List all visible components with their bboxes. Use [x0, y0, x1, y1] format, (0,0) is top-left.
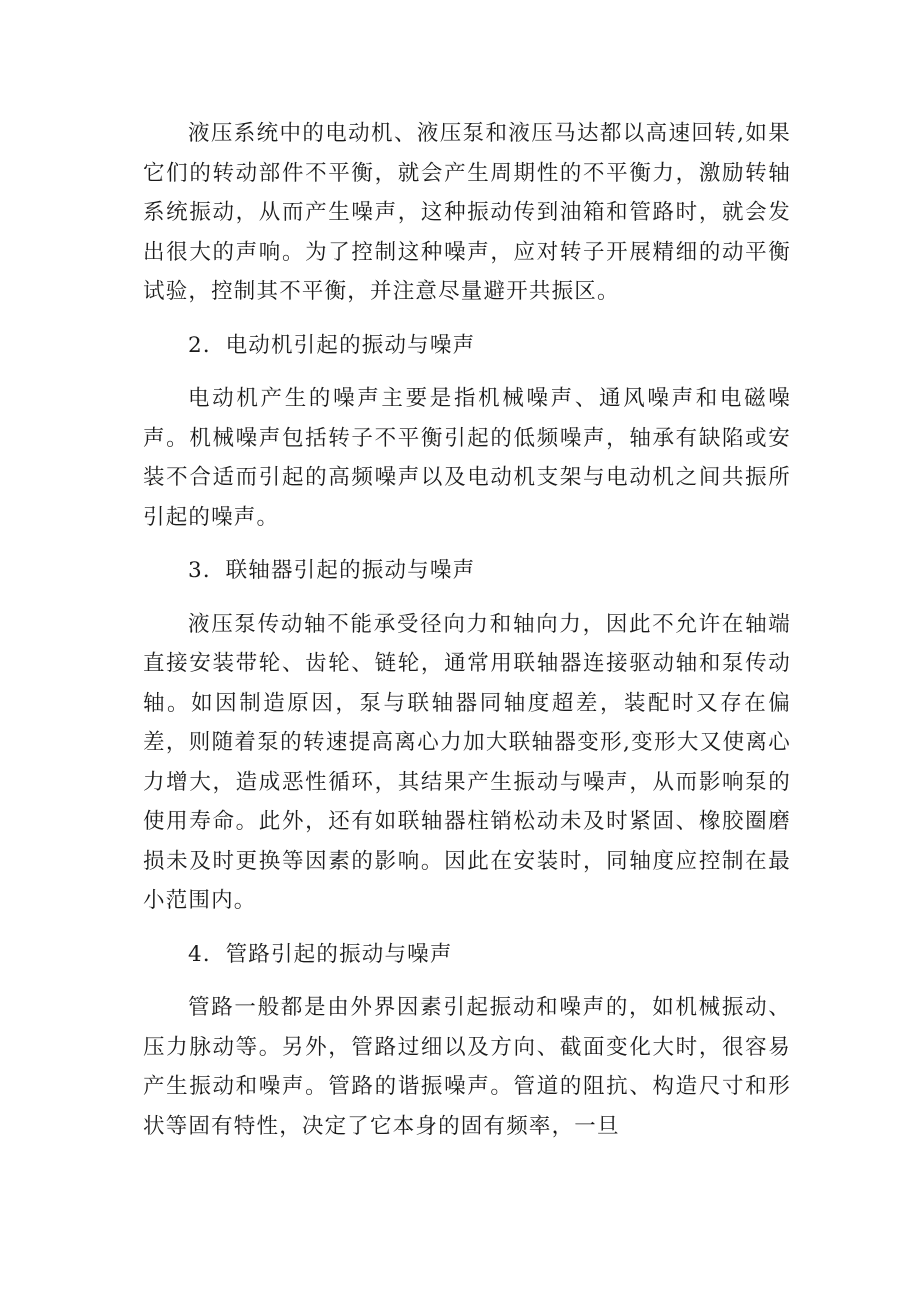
section-heading-pipeline: 4．管路引起的振动与噪声: [188, 941, 453, 967]
section-heading-coupling: 3．联轴器引起的振动与噪声: [188, 558, 476, 583]
section-heading-motor: 2．电动机引起的振动与噪声: [188, 332, 476, 358]
document-page: [143, 114, 791, 1160]
paragraph-motor-noise: 电动机产生的噪声主要是指机械噪声、通风噪声和电磁噪声。机械噪声包括转子不平衡引起的低频噪声，轴承有缺陷或安装不合适而引起的高频噪声以及电动机支架与电动机之间共振所引起的噪声。: [143, 386, 791, 530]
paragraph-pipeline-noise: 管路一般都是由外界因素引起振动和噪声的，如机械振动、压力脉动等。另外，管路过细以及方向、截面变化大时，很容易产生振动和噪声。管路的谐振噪声。管道的阻抗、构造尺寸和形状等固有特性，决定了它本身的固有频率，一旦: [143, 995, 791, 1139]
paragraph-coupling-noise: 液压泵传动轴不能承受径向力和轴向力，因此不允许在轴端直接安装带轮、齿轮、链轮，通常用联轴器连接驱动轴和泵传动轴。如因制造原因，泵与联轴器同轴度超差，装配时又存在偏差，则随着泵的转速提高离心力加大联轴器变形,变形大又使离心力增大，造成恶性循环，其结果产生振动与噪声，从而影响泵的使用寿命。此外，还有如联轴器柱销松动未及时紧固、橡胶圈磨损未及时更换等因素的影响。因此在安装时，同轴度应控制在最小范围内。: [143, 611, 791, 913]
paragraph-rotating-parts: 液压系统中的电动机、液压泵和液压马达都以高速回转,如果它们的转动部件不平衡，就会产生周期性的不平衡力，激励转轴系统振动，从而产生噪声，这种振动传到油箱和管路时，就会发出很大的声响。为了控制这种噪声，应对转子开展精细的动平衡试验，控制其不平衡，并注意尽量避开共振区。: [143, 121, 791, 304]
